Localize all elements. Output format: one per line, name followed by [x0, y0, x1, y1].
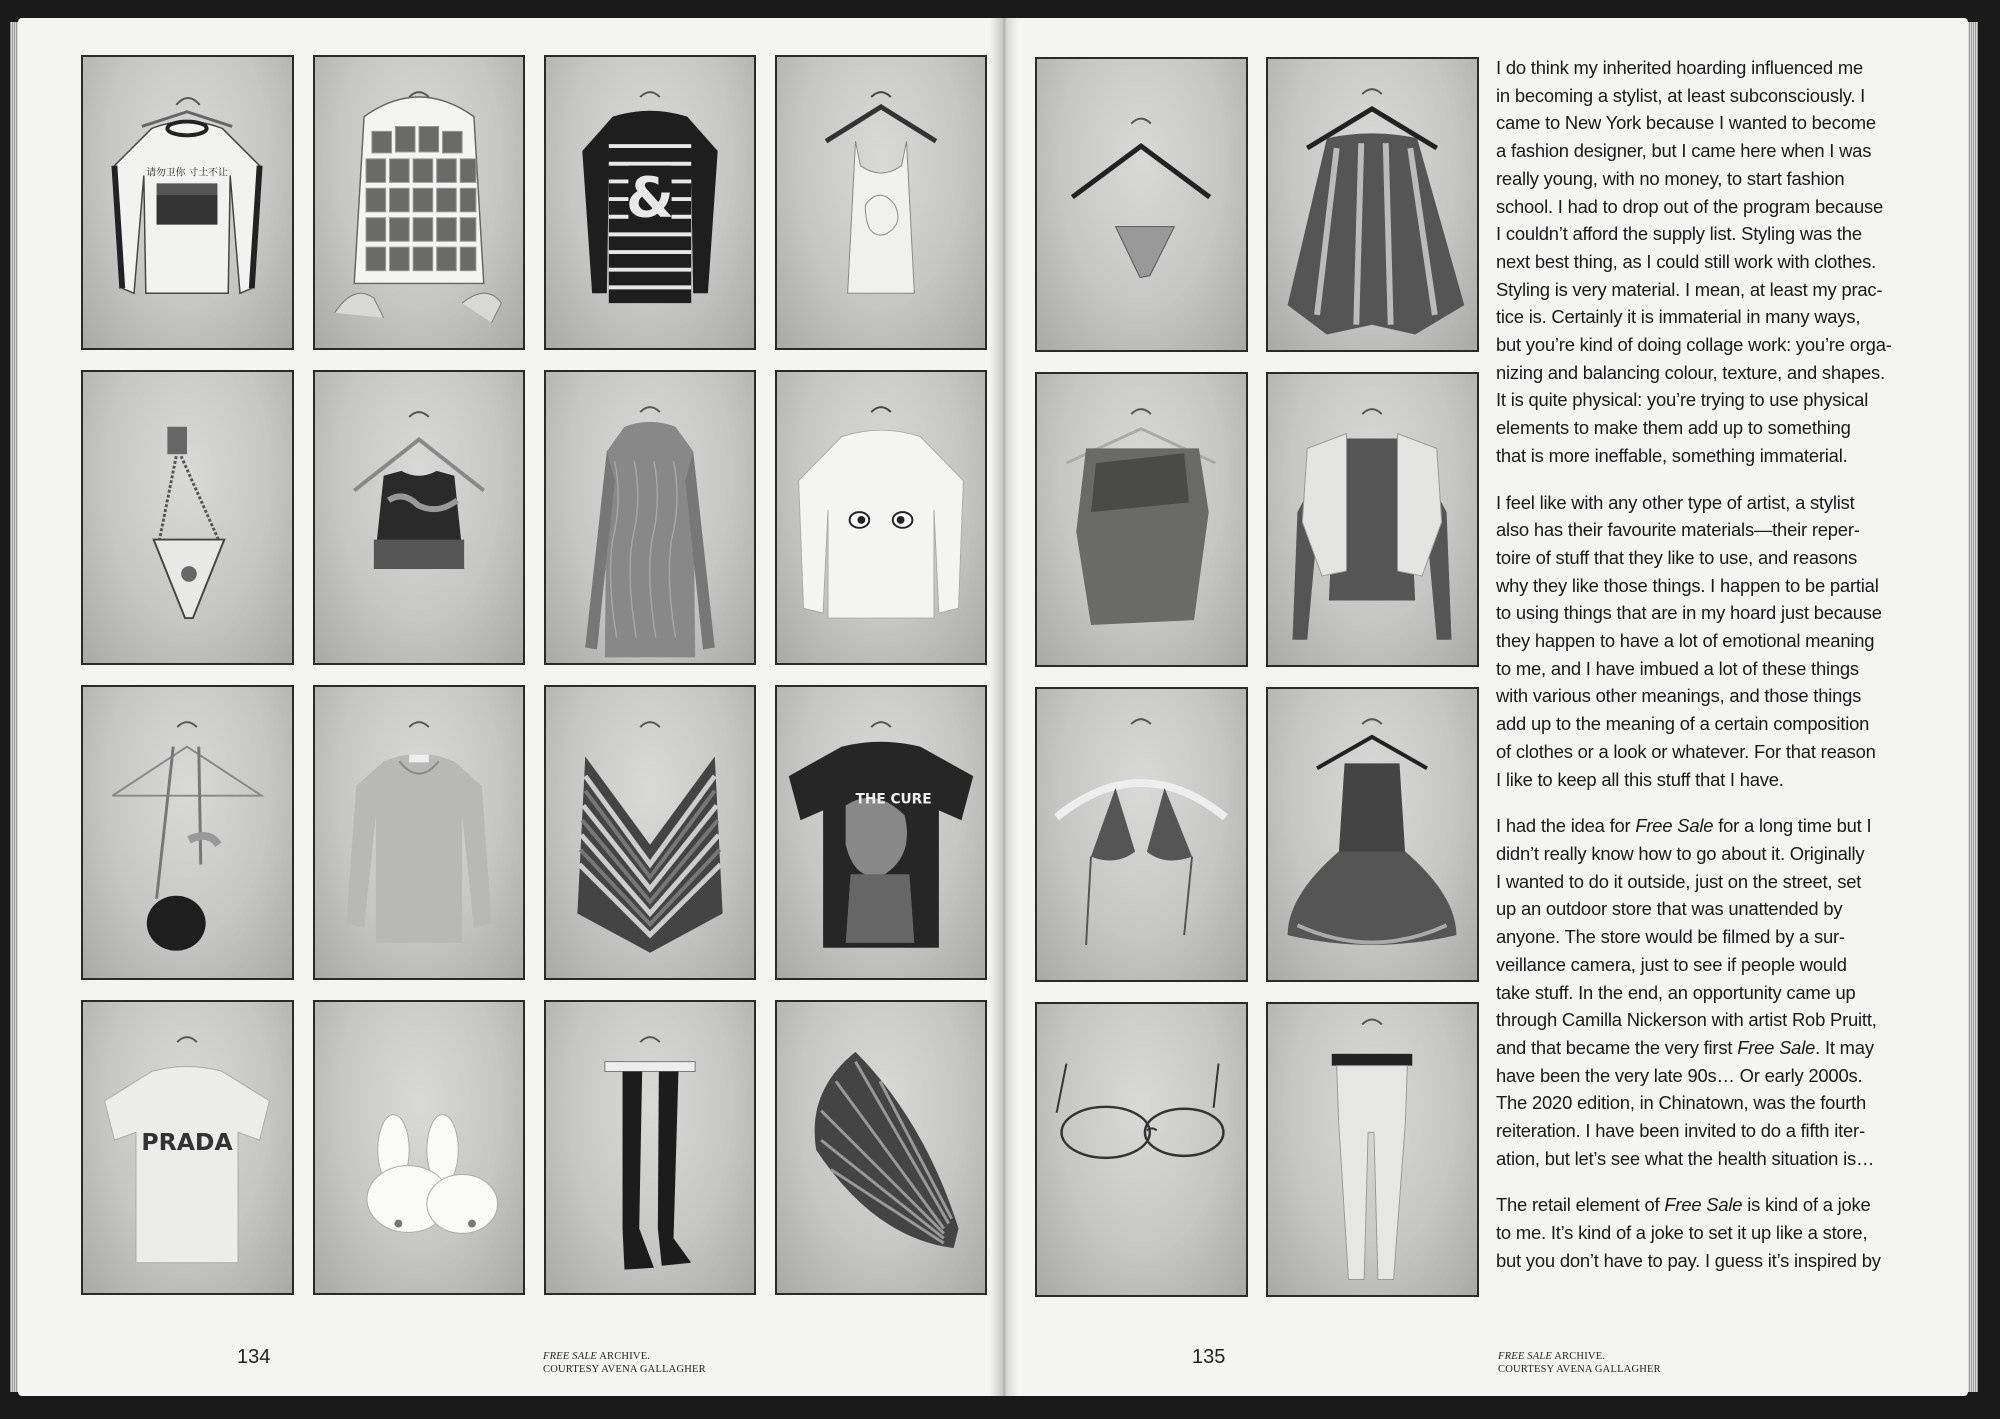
sheer-set-illustration	[1037, 374, 1246, 665]
page-number-right: 135	[1192, 1346, 1226, 1368]
text-line: to using things that are in my hoard just because	[1496, 602, 1882, 624]
text-line: with various other meanings, and those things	[1496, 685, 1862, 707]
textured-dress-illustration	[546, 372, 754, 663]
text-line: they happen to have a lot of emotional meaning	[1496, 630, 1875, 652]
page-edge-left	[10, 22, 18, 1392]
photo-feather-wing	[775, 1000, 987, 1295]
tee-print-text: 请勿卫你 寸土不让	[146, 167, 228, 179]
photo-plain-top	[313, 685, 525, 980]
photo-the-cure-tshirt	[775, 685, 987, 980]
title-free-sale: Free Sale	[1737, 1036, 1816, 1058]
photo-sheer-set	[1035, 372, 1248, 667]
text-line: nizing and balancing colour, texture, and shapes.	[1496, 361, 1885, 383]
prada-tshirt-illustration	[83, 1002, 292, 1293]
text-line: tice is. Certainly it is immaterial in many ways,	[1496, 306, 1861, 328]
credit-line: COURTESY AVENA GALLAGHER	[543, 1364, 706, 1375]
text-line: I had the idea for Free Sale for a long time but I	[1496, 815, 1872, 837]
book-gutter	[990, 18, 1018, 1396]
photo-leggings	[1266, 1002, 1479, 1297]
text-line: came to New York because I wanted to become	[1496, 112, 1876, 134]
string-thong-illustration	[1037, 59, 1246, 350]
prada-print-text: PRADA	[141, 1127, 233, 1156]
text-line: up an outdoor store that was unattended by	[1496, 898, 1843, 920]
paragraph-3	[1496, 812, 1945, 1172]
text-line: I couldn’t afford the supply list. Styling was the	[1496, 223, 1862, 245]
bunny-objects-illustration	[315, 1002, 523, 1293]
text-line: toire of stuff that they like to use, and reasons	[1496, 546, 1857, 568]
credit-title: FREE SALE ARCHIVE.	[543, 1351, 651, 1362]
text-line: to me. It’s kind of a joke to set it up like a store,	[1496, 1222, 1868, 1244]
text-line: really young, with no money, to start fashion	[1496, 167, 1845, 189]
white-tank-illustration	[777, 57, 985, 348]
text-line: through Camilla Nickerson with artist Rob Pruitt,	[1496, 1009, 1877, 1031]
text-line: elements to make them add up to something	[1496, 417, 1851, 439]
text-line: veillance camera, just to see if people would	[1496, 953, 1847, 975]
long-sleeve-tee-illustration	[83, 57, 292, 348]
cure-print-text: THE CURE	[855, 791, 932, 808]
credit-line: COURTESY AVENA GALLAGHER	[1498, 1364, 1661, 1375]
text-line: next best thing, as I could still work with clothes.	[1496, 250, 1877, 272]
photo-long-sleeve-tee	[81, 55, 294, 350]
title-free-sale: Free Sale	[1664, 1194, 1743, 1216]
text-line: why they like those things. I happen to be partial	[1496, 574, 1879, 596]
photo-prada-tshirt	[81, 1000, 294, 1295]
photo-sports-bra	[313, 370, 525, 665]
knit-poncho-illustration	[1268, 59, 1477, 350]
eyes-sweatshirt-illustration	[777, 372, 985, 663]
chain-necklace-illustration	[83, 372, 292, 663]
photo-chain-necklace	[81, 370, 294, 665]
photo-bunny-objects	[313, 1000, 525, 1295]
sweater-ampersand: &	[626, 165, 674, 230]
fur-shrug-illustration	[1268, 374, 1477, 665]
title-free-sale: Free Sale	[1635, 815, 1714, 837]
plain-top-illustration	[315, 687, 523, 978]
photo-credit-left	[543, 1350, 706, 1376]
text-line: reiteration. I have been invited to do a fifth iter-	[1496, 1120, 1865, 1142]
text-line: have been the very late 90s… Or early 2000s.	[1496, 1064, 1863, 1086]
paragraph-2	[1496, 489, 1945, 794]
sports-bra-illustration	[315, 372, 523, 663]
leggings-illustration	[1268, 1004, 1477, 1295]
striped-sweater-illustration	[546, 57, 754, 348]
round-bag-illustration	[83, 687, 292, 978]
text-line: I feel like with any other type of artist, a stylist	[1496, 491, 1855, 513]
text-line: a fashion designer, but I came here when I was	[1496, 140, 1872, 162]
text-line: didn’t really know how to go about it. Originally	[1496, 842, 1865, 864]
photo-textured-dress	[544, 370, 756, 665]
article-body-text	[1496, 54, 1945, 1294]
text-line: I do think my inherited hoarding influenced me	[1496, 57, 1864, 78]
text-line: The 2020 edition, in Chinatown, was the fourth	[1496, 1092, 1867, 1114]
text-line: of clothes or a look or whatever. For that reason	[1496, 740, 1876, 762]
photo-pocket-organizer	[313, 55, 525, 350]
page-number-left: 134	[237, 1346, 271, 1368]
text-line: also has their favourite materials—their reper-	[1496, 519, 1860, 541]
photo-eyes-sweatshirt	[775, 370, 987, 665]
tutu-dress-illustration	[1268, 689, 1477, 980]
credit-title: FREE SALE ARCHIVE.	[1498, 1351, 1606, 1362]
text-line: I like to keep all this stuff that I have.	[1496, 768, 1784, 790]
text-line: that is more ineffable, something immaterial.	[1496, 444, 1848, 466]
paragraph-4	[1496, 1191, 1945, 1274]
text-line: I wanted to do it outside, just on the street, set	[1496, 870, 1862, 892]
photo-striped-sweater	[544, 55, 756, 350]
thigh-high-boots-illustration	[546, 1002, 754, 1293]
text-line: and that became the very first Free Sale. It may	[1496, 1036, 1874, 1058]
chevron-vest-illustration	[546, 687, 754, 978]
text-line: but you don’t have to pay. I guess it’s inspired by	[1496, 1249, 1881, 1271]
photo-fur-shrug	[1266, 372, 1479, 667]
text-line: in becoming a stylist, at least subconsciously. I	[1496, 84, 1866, 106]
photo-thigh-high-boots	[544, 1000, 756, 1295]
text-line: school. I had to drop out of the program because	[1496, 195, 1884, 217]
the-cure-tshirt-illustration	[777, 687, 985, 978]
photo-credit-right	[1498, 1350, 1661, 1376]
text-line: Styling is very material. I mean, at least my prac-	[1496, 278, 1883, 300]
photo-white-tank	[775, 55, 987, 350]
text-line: anyone. The store would be filmed by a sur-	[1496, 926, 1845, 948]
text-line: The retail element of Free Sale is kind of a joke	[1496, 1194, 1871, 1216]
bikini-top-illustration	[1037, 689, 1246, 980]
photo-string-thong	[1035, 57, 1248, 352]
photo-bikini-top	[1035, 687, 1248, 982]
text-line: to me, and I have imbued a lot of these things	[1496, 657, 1859, 679]
text-line: add up to the meaning of a certain composition	[1496, 713, 1870, 735]
page-edge-right	[1968, 22, 1978, 1392]
text-line: ation, but let’s see what the health situation is…	[1496, 1147, 1875, 1169]
eyeglasses-illustration	[1037, 1004, 1246, 1295]
text-line: but you’re kind of doing collage work: you’re orga-	[1496, 334, 1892, 356]
text-line: take stuff. In the end, an opportunity came up	[1496, 981, 1856, 1003]
paragraph-1	[1496, 54, 1945, 470]
photo-eyeglasses	[1035, 1002, 1248, 1297]
photo-round-bag	[81, 685, 294, 980]
photo-tutu-dress	[1266, 687, 1479, 982]
feather-wing-illustration	[777, 1002, 985, 1293]
photo-knit-poncho	[1266, 57, 1479, 352]
text-line: It is quite physical: you’re trying to use physical	[1496, 389, 1869, 411]
photo-chevron-vest	[544, 685, 756, 980]
pocket-organizer-illustration	[315, 57, 523, 348]
